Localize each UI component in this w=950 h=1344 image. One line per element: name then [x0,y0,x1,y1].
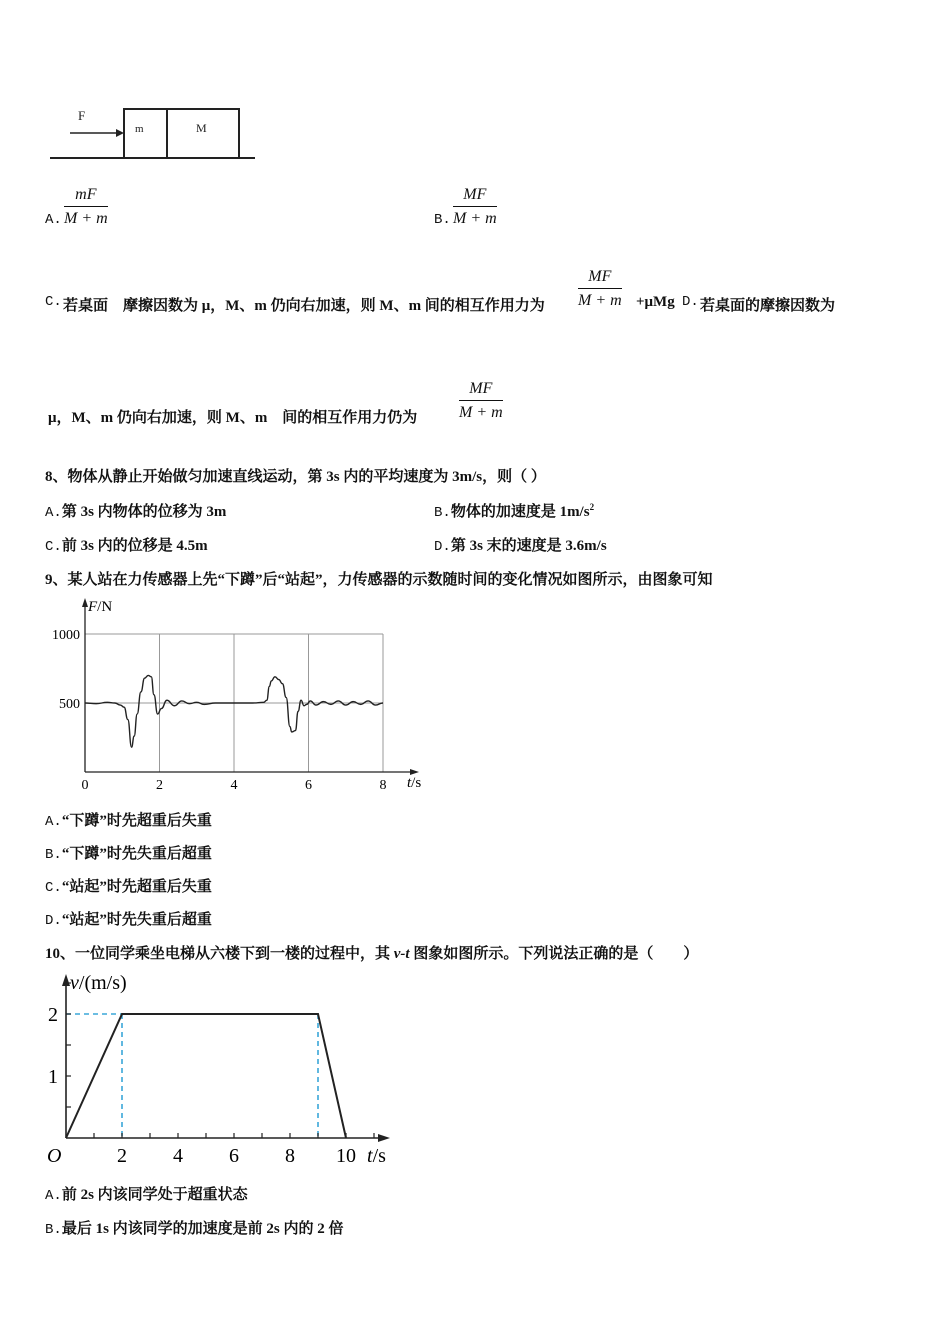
x-axis-arrow [378,1134,390,1142]
fraction-denominator: M + m [453,210,497,227]
fraction-denominator: M + m [64,210,108,227]
q8-option-d: D.第 3s 末的速度是 3.6m/s [434,538,607,555]
force-time-chart [40,590,440,800]
q7-option-a-fraction [64,186,108,228]
fraction-numerator: MF [453,186,497,207]
q7-option-c-fraction [578,268,622,310]
x-tick-label: 4 [230,778,238,793]
x-tick-label: 2 [156,778,163,793]
velocity-time-chart [40,968,400,1173]
block-m-label: m [135,123,144,135]
q7-option-a-letter: A. [45,212,62,228]
chart-axes [82,598,419,775]
chart-tick-labels [52,628,387,793]
q7-option-c-text: 若桌面 摩擦因数为 μ，M、m 仍向右加速，则 M、m 间的相互作用力为 [63,298,545,314]
x-axis-label: t/s [367,1145,386,1167]
force-arrowhead [116,129,124,137]
x-tick-label: 8 [285,1145,295,1167]
q8-stem: 8、物体从静止开始做匀加速直线运动，第 3s 内的平均速度为 3m/s，则（ ） [45,469,546,485]
q7-option-d-fraction [459,380,503,422]
x-tick-label: 6 [305,778,312,793]
q7-option-d-letter: D. [682,294,699,310]
y-tick-label: 2 [48,1004,58,1026]
q8-option-b: B.物体的加速度是 $1m/s^2$ [434,502,595,521]
y-axis-label: F/N [88,599,113,615]
x-tick-label: 2 [117,1145,127,1167]
q9-option-c: C.“站起”时先超重后失重 [45,879,212,896]
q7-option-c-suffix: +μMg [636,294,675,310]
origin-label: O [47,1145,62,1167]
q10-stem: 10、一位同学乘坐电梯从六楼下到一楼的过程中，其 v-t 图象如图所示。下列说法正确的是（ ） [45,946,699,962]
q7-option-d-text-line1: 若桌面的摩擦因数为 [700,298,836,314]
fraction-denominator: M + m [578,292,622,309]
q8-option-a: A.第 3s 内物体的位移为 3m [45,504,227,521]
velocity-series-line [66,1014,346,1138]
q9-option-b: B.“下蹲”时先失重后超重 [45,846,212,863]
y-axis-arrow [62,974,70,986]
x-tick-label: 10 [336,1145,356,1167]
q9-stem: 9、某人站在力传感器上先“下蹲”后“站起”，力传感器的示数随时间的变化情况如图所示，由图象可知 [45,572,713,588]
block-M-label: M [196,121,207,135]
x-tick-label: 6 [229,1145,239,1167]
x-tick-label: 4 [173,1145,183,1167]
x-axis-label: t/s [407,775,422,791]
q10-option-b: B.最后 1s 内该同学的加速度是前 2s 内的 2 倍 [45,1221,344,1238]
q7-option-d-text-line2: μ，M、m 仍向右加速，则 M、m 间的相互作用力仍为 [48,410,418,426]
x-tick-label: 0 [81,778,89,793]
y-axis-label: v/(m/s) [70,972,127,994]
x-tick-label: 8 [379,778,387,793]
fraction-numerator: MF [459,380,503,401]
fraction-numerator: MF [578,268,622,289]
q9-option-a: A.“下蹲”时先超重后失重 [45,813,212,830]
q10-option-a: A.前 2s 内该同学处于超重状态 [45,1187,248,1204]
block-m [124,109,167,158]
chart-guides [66,1014,318,1138]
fraction-numerator: mF [64,186,108,207]
q7-option-b-fraction [453,186,497,228]
chart-tick-labels [48,1004,356,1167]
y-tick-label: 1000 [52,628,80,643]
force-label: F [78,108,86,123]
q9-option-d: D.“站起”时先失重后超重 [45,912,212,929]
fraction-denominator: M + m [459,404,503,421]
q7-option-c-letter: C. [45,294,62,310]
y-tick-label: 1 [48,1066,58,1088]
block-diagram [40,100,270,170]
q7-option-b-letter: B. [434,212,451,228]
q8-option-c: C.前 3s 内的位移是 4.5m [45,538,208,555]
y-tick-label: 500 [59,697,80,712]
